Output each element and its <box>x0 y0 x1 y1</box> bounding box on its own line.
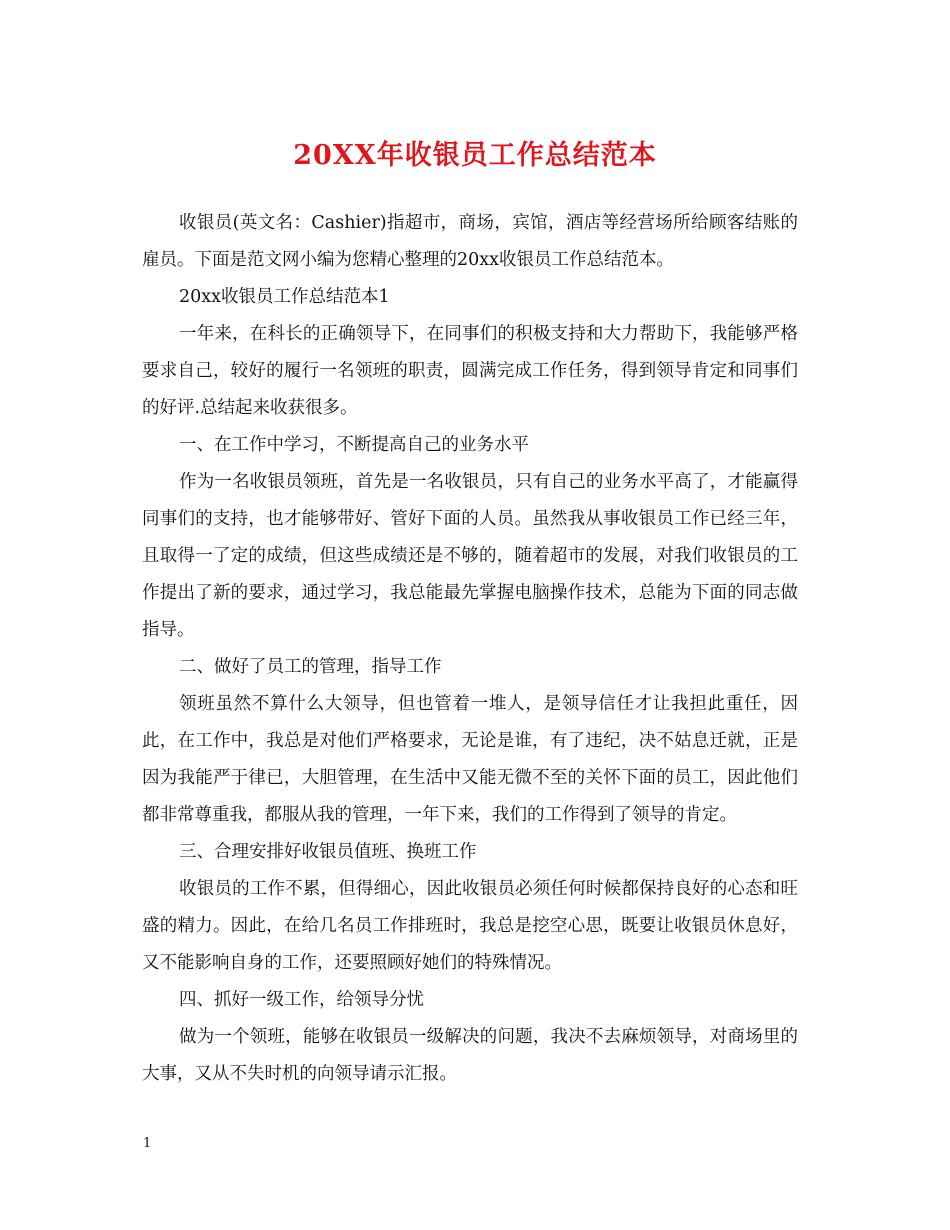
paragraph-section-4: 做为一个领班，能够在收银员一级解决的问题，我决不去麻烦领导，对商场里的大事，又从不失时机的向领导请示汇报。 <box>142 1027 798 1084</box>
section-heading-4: 四、抓好一级工作，给领导分忧 <box>179 990 424 1010</box>
section-heading-sample-1: 20xx收银员工作总结范本1 <box>179 287 390 307</box>
section-heading-1: 一、在工作中学习，不断提高自己的业务水平 <box>179 435 529 455</box>
section-heading-3: 三、合理安排好收银员值班、换班工作 <box>179 842 477 862</box>
paragraph-section-2: 领班虽然不算什么大领导，但也管着一堆人，是领导信任才让我担此重任，因此，在工作中，我总是对他们严格要求，无论是谁，有了违纪，决不姑息迁就，正是因为我能严于律已，大胆管理，在生活中又能无微不至的关怀下面的员工，因此他们都非常尊重我，都服从我的管理，一年下来，我们的工作得到了领导的肯定。 <box>142 694 798 825</box>
section-heading-2: 二、做好了员工的管理，指导工作 <box>179 657 442 677</box>
paragraph-overview: 一年来，在科长的正确领导下，在同事们的积极支持和大力帮助下，我能够严格要求自己，较好的履行一名领班的职责，圆满完成工作任务，得到领导肯定和同事们的好评.总结起来收获很多。 <box>142 324 798 418</box>
paragraph-section-3: 收银员的工作不累，但得细心，因此收银员必须任何时候都保持良好的心态和旺盛的精力。因此，在给几名员工作排班时，我总是挖空心思，既要让收银员休息好，又不能影响自身的工作，还要照顾好她们的特殊情况。 <box>142 879 798 973</box>
document-body <box>142 205 798 1093</box>
document-title: 20XX年收银员工作总结范本 <box>293 140 657 171</box>
page-number: 1 <box>143 1136 152 1151</box>
paragraph-section-1: 作为一名收银员领班，首先是一名收银员，只有自己的业务水平高了，才能赢得同事们的支持，也才能够带好、管好下面的人员。虽然我从事收银员工作已经三年，且取得一了定的成绩，但这些成绩还是不够的，随着超市的发展，对我们收银员的工作提出了新的要求，通过学习，我总能最先掌握电脑操作技术，总能为下面的同志做指导。 <box>142 472 798 640</box>
paragraph-intro: 收银员(英文名：Cashier)指超市，商场，宾馆，酒店等经营场所给顾客结账的雇员。下面是范文网小编为您精心整理的20xx收银员工作总结范本。 <box>142 213 798 270</box>
